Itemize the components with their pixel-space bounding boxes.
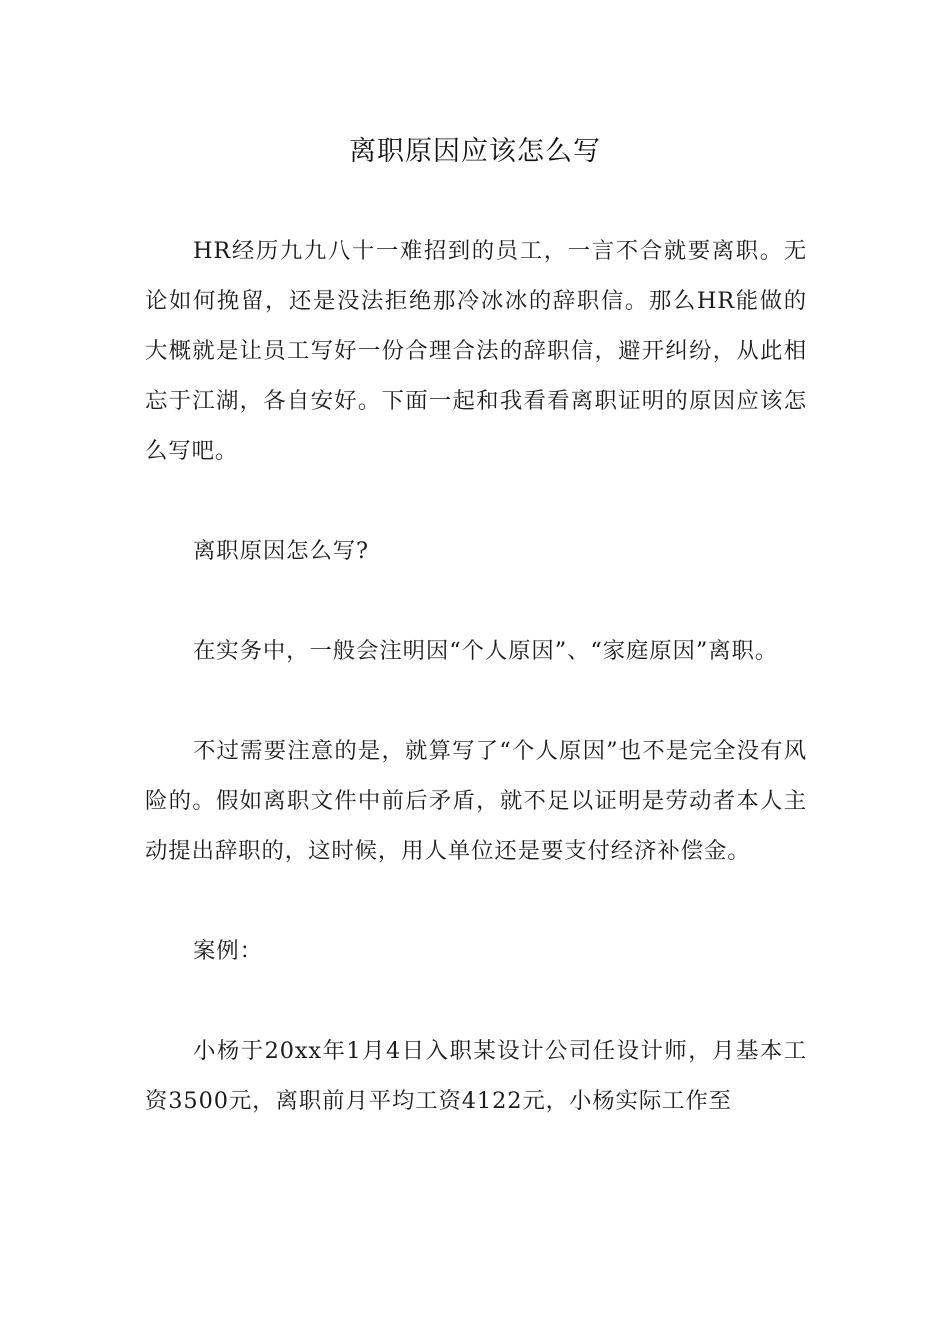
paragraph-spacer — [145, 676, 807, 726]
paragraph-spacer — [145, 876, 807, 926]
paragraph-practice: 在实务中，一般会注明因“个人原因”、“家庭原因”离职。 — [193, 638, 779, 664]
paragraph-intro: HR经历九九八十一难招到的员工，一言不合就要离职。无论如何挽留，还是没法拒绝那冷冰冰的辞职信。那么HR能做的大概就是让员工写好一份合理合法的辞职信，避开纠纷，从此相忘于江湖，各自安好。下面一起和我看看离职证明的原因应该怎么写吧。 — [145, 238, 807, 464]
paragraph-question: 离职原因怎么写? — [193, 538, 369, 564]
paragraph-spacer — [145, 476, 807, 526]
document-title: 离职原因应该怎么写 — [349, 136, 601, 167]
paragraph-caution: 不过需要注意的是，就算写了“个人原因”也不是完全没有风险的。假如离职文件中前后矛盾，就不足以证明是劳动者本人主动提出辞职的，这时候，用人单位还是要支付经济补偿金。 — [145, 738, 807, 864]
paragraph-case-detail: 小杨于20xx年1月4日入职某设计公司任设计师，月基本工资3500元，离职前月平均工资4122元，小杨实际工作至 — [145, 1038, 807, 1114]
paragraph-spacer — [145, 576, 807, 626]
document-body — [145, 226, 807, 1126]
paragraph-spacer — [145, 976, 807, 1026]
paragraph-case-heading: 案例： — [193, 938, 263, 964]
